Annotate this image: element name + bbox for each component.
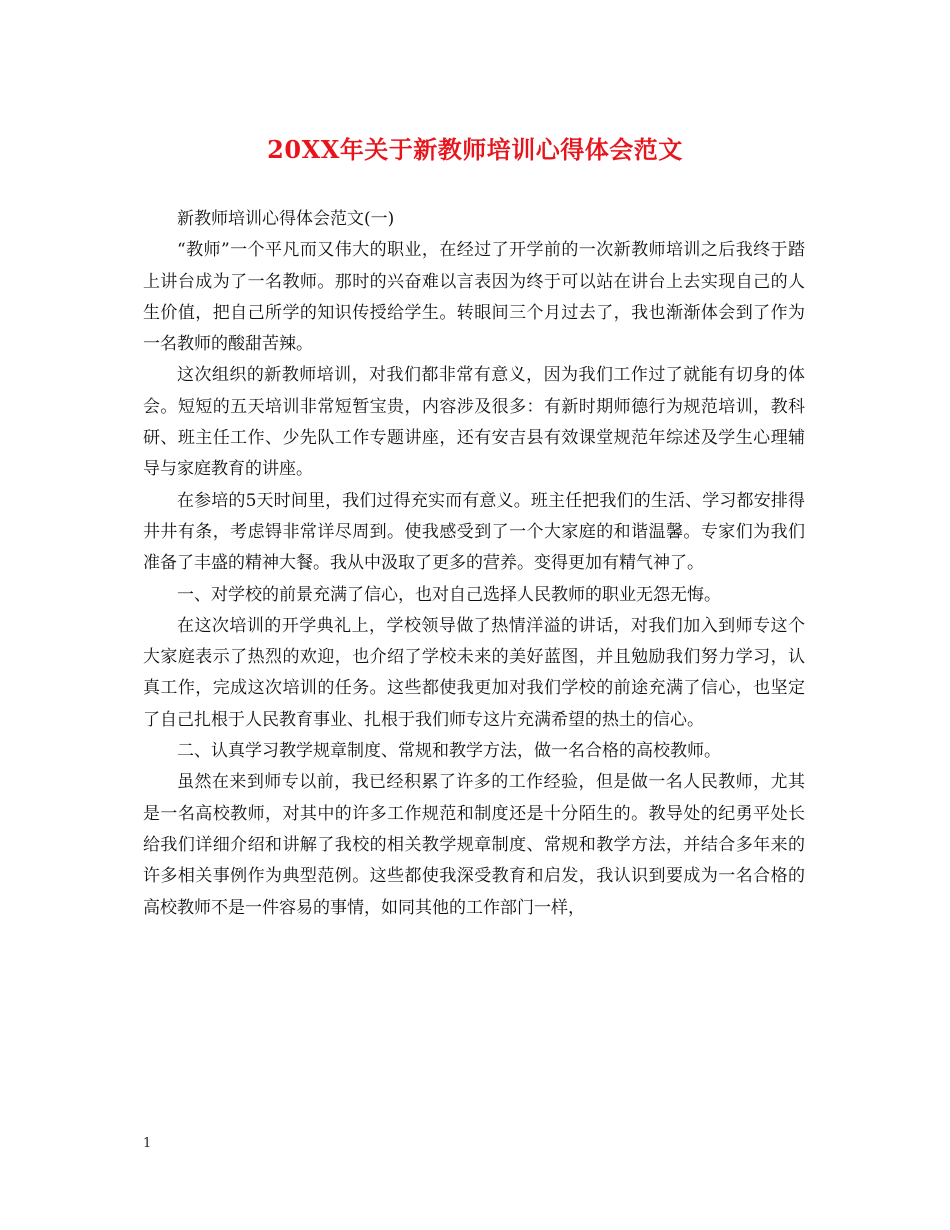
document-body: [143, 204, 805, 924]
document-title: 20XX年关于新教师培训心得体会范文: [267, 135, 683, 164]
section-heading-1: 一、对学校的前景充满了信心，也对自己选择人民教师的职业无怨无悔。: [177, 584, 721, 605]
page-number: 1: [143, 1136, 152, 1151]
paragraph: 在这次培训的开学典礼上，学校领导做了热情洋溢的讲话，对我们加入到师专这个大家庭表示了热烈的欢迎，也介绍了学校未来的美好蓝图，并且勉励我们努力学习，认真工作，完成这次培训的任务。这些都使我更加对我们学校的前途充满了信心，也坚定了自己扎根于人民教育事业、扎根于我们师专这片充满希望的热土的信心。: [143, 615, 805, 730]
paragraph: 在参培的5天时间里，我们过得充实而有意义。班主任把我们的生活、学习都安排得井井有条，考虑锝非常详尽周到。使我感受到了一个大家庭的和谐温馨。专家们为我们准备了丰盛的精神大餐。我从中汲取了更多的营养。变得更加有精气神了。: [143, 490, 805, 574]
paragraph-subtitle: 新教师培训心得体会范文(一): [177, 209, 395, 229]
paragraph: 虽然在来到师专以前，我已经积累了许多的工作经验，但是做一名人民教师，尤其是一名高校教师，对其中的许多工作规范和制度还是十分陌生的。教导处的纪勇平处长给我们详细介绍和讲解了我校的相关教学规章制度、常规和教学方法，并结合多年来的许多相关事例作为典型范例。这些都使我深受教育和启发，我认识到要成为一名合格的高校教师不是一件容易的事情，如同其他的工作部门一样，: [143, 772, 805, 918]
paragraph: “教师”一个平凡而又伟大的职业，在经过了开学前的一次新教师培训之后我终于踏上讲台成为了一名教师。那时的兴奋难以言表因为终于可以站在讲台上去实现自己的人生价值，把自己所学的知识传授给学生。转眼间三个月过去了，我也渐渐体会到了作为一名教师的酸甜苦辣。: [143, 240, 805, 355]
section-heading-2: 二、认真学习教学规章制度、常规和教学方法，做一名合格的高校教师。: [177, 741, 721, 762]
paragraph: 这次组织的新教师培训，对我们都非常有意义，因为我们工作过了就能有切身的体会。短短的五天培训非常短暂宝贵，内容涉及很多：有新时期师德行为规范培训，教科研、班主任工作、少先队工作专题讲座，还有安吉县有效课堂规范年综述及学生心理辅导与家庭教育的讲座。: [143, 365, 805, 480]
